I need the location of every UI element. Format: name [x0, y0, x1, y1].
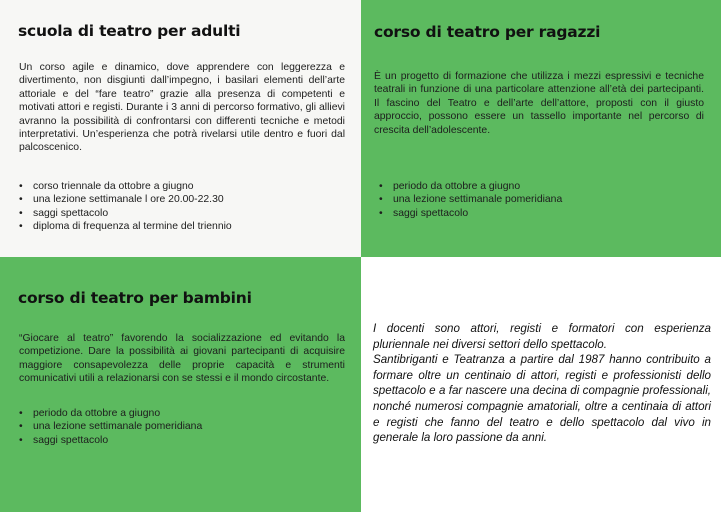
section-bambini	[0, 257, 361, 512]
ragazzi-bullet-list	[379, 180, 699, 220]
list-item: • saggi spettacolo	[19, 207, 349, 220]
section-docenti	[361, 257, 721, 512]
list-item: • diploma di frequenza al termine del triennio	[19, 220, 349, 233]
list-item: • una lezione settimanale l ore 20.00-22.30	[19, 193, 349, 206]
bambini-title: corso di teatro per bambini	[18, 289, 252, 307]
section-ragazzi	[361, 0, 721, 257]
ragazzi-description: È un progetto di formazione che utilizza i mezzi espressivi e tecniche teatrali in funzione di una particolare attenzione all’età dei partecipanti. Il fascino del Teatro e dell’arte dell’attore, proposti con il giusto approccio, possono essere un tassello importante nel percorso di crescita dell’adolescente.	[374, 71, 704, 136]
list-item: • periodo da ottobre a giugno	[19, 407, 339, 420]
docenti-text	[373, 321, 711, 446]
adulti-title: scuola di teatro per adulti	[18, 22, 241, 40]
list-item: • saggi spettacolo	[379, 207, 699, 220]
bambini-description: “Giocare al teatro” favorendo la socializzazione ed evitando la competizione. Dare la possibilità ai giovani partecipanti di acquisire maggiore consapevolezza delle proprie capacità e strumenti comunicativi utili a relazionarsi con se stessi e il mondo circostante.	[19, 333, 345, 385]
bambini-bullet-list	[19, 407, 339, 447]
ragazzi-title: corso di teatro per ragazzi	[374, 23, 601, 41]
list-item: • periodo da ottobre a giugno	[379, 180, 699, 193]
adulti-bullet-list	[19, 180, 349, 233]
docenti-paragraph-2: Santibriganti e Teatranza a partire dal 1987 hanno contribuito a formare oltre un centinaio di attori, registi e professionisti dello spettacolo e a far nascere una decina di compagnie professionali, nonché numerosi compagnie amatoriali, oltre a centinaia di attori e registi che fanno del teatro e dello spettacolo dal vivo in generale la loro passione da anni.	[373, 353, 711, 445]
adulti-description: Un corso agile e dinamico, dove apprendere con leggerezza e divertimento, non disgiunti dall’impegno, i basilari elementi dell’arte attoriale e del “fare teatro” grazie alla presenza di competenti e motivati attori e registi. Durante i 3 anni di percorso formativo, gli allievi avranno la possibilità di confrontarsi con differenti tecniche e metodi interpretativi. Un’esperienza che potrà rivelarsi utile dentro e fuori dal palcoscenico.	[19, 62, 345, 154]
list-item: • una lezione settimanale pomeridiana	[19, 420, 339, 433]
list-item: • corso triennale da ottobre a giugno	[19, 180, 349, 193]
list-item: • una lezione settimanale pomeridiana	[379, 193, 699, 206]
section-adulti	[0, 0, 361, 257]
list-item: • saggi spettacolo	[19, 434, 339, 447]
docenti-paragraph-1: I docenti sono attori, registi e formatori con esperienza pluriennale nei diversi settori dello spettacolo.	[373, 322, 711, 351]
